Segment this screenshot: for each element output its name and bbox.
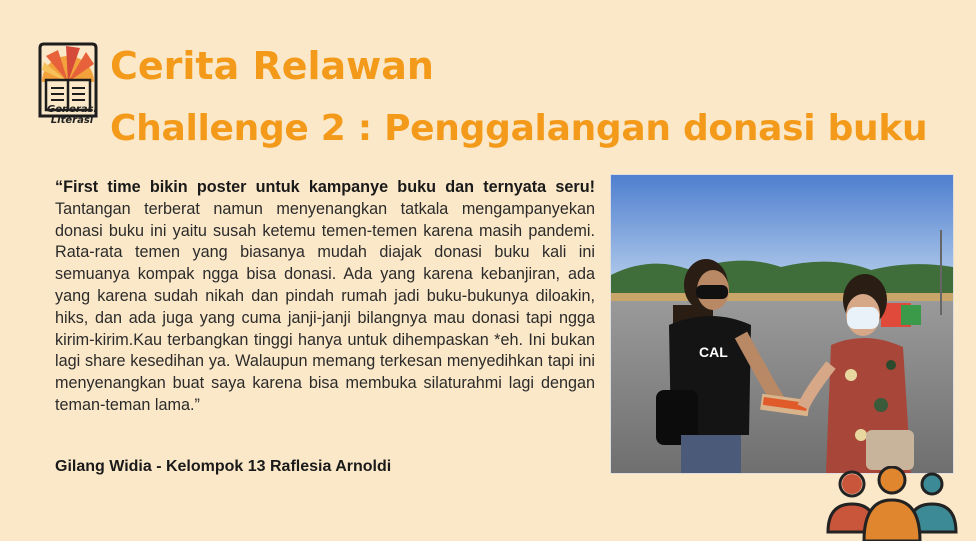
- group-people-icon: [824, 466, 960, 541]
- logo-line-1: Generasi: [47, 104, 97, 115]
- page-title: Cerita Relawan: [110, 44, 434, 88]
- logo-text: [40, 104, 104, 126]
- logo-line-2: Literasi: [50, 115, 94, 126]
- story-lead: “First time bikin poster untuk kampanye buku dan ternyata seru!: [55, 178, 595, 196]
- page-subtitle: Challenge 2 : Penggalangan donasi buku: [110, 108, 928, 149]
- story-body: Tantangan terberat namun menyenangkan tatkala mengampanyekan donasi buku ini yaitu susah ketemu temen-temen karena masih pandemi. Rata-rata temen yang biasanya mudah diajak donasi buku kali ini semuanya kompak ngga bisa donasi. Ada yang karena kebanjiran, ada yang karena sudah nikah dan pindah rumah jadi buku-bukunya diloakin, hiks, dan ada juga yang cuma janji-janji bilangnya mau donasi tapi ngga kirim-kirim.Kau terbangkan tinggi hanya untuk dihempaskan *eh. Ini bukan lagi share kesedihan ya. Walaupun memang terkesan menyedihkan tapi ini menyenangkan buat saya karena bisa membuka silaturahmi lagi dengan teman-teman lama.”: [55, 199, 595, 414]
- story-quote: [55, 177, 595, 417]
- shirt-text: CAL: [699, 344, 728, 360]
- story-author: Gilang Widia - Kelompok 13 Raflesia Arnoldi: [55, 458, 392, 475]
- volunteer-photo: [610, 174, 954, 474]
